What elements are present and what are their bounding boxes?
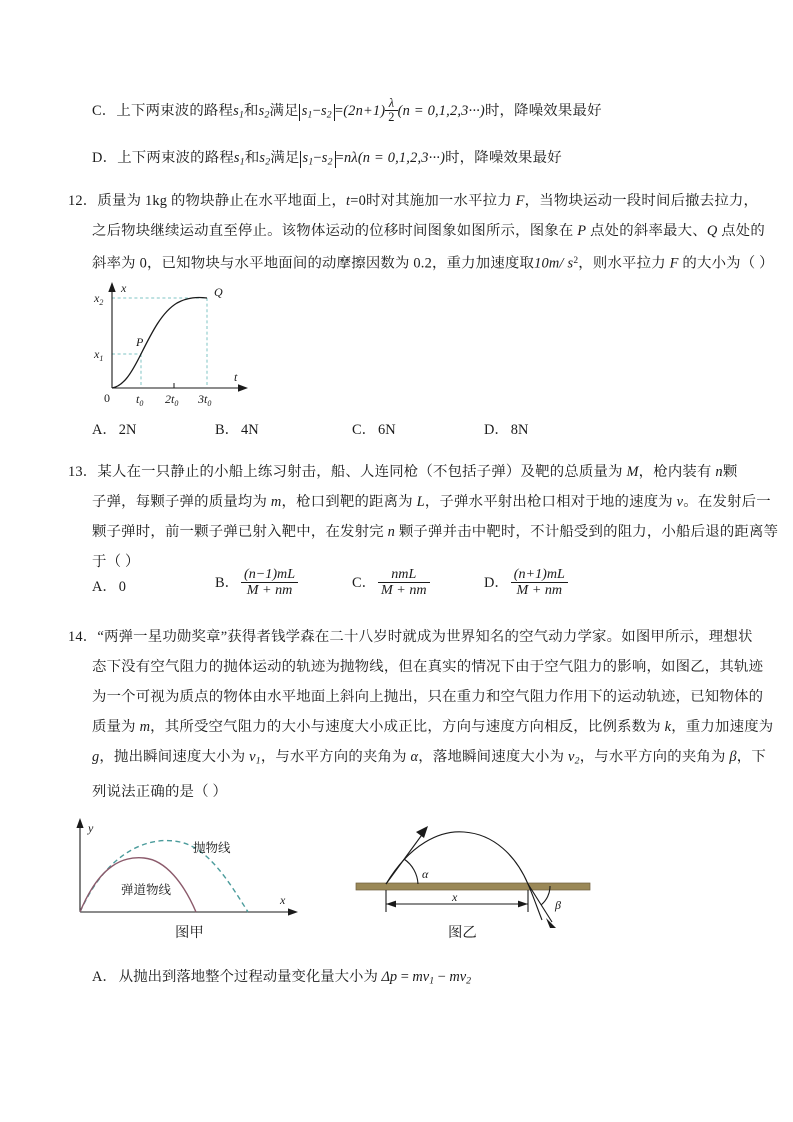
question-11-option-d: [92, 143, 752, 178]
q12-option-d-label: D．: [484, 422, 509, 438]
launch-velocity-vector: [386, 832, 424, 884]
symbol-m: m: [270, 494, 282, 510]
q14-line-2: [68, 652, 764, 682]
delta-p-symbol: Δp: [381, 969, 398, 985]
question-14-body: [68, 622, 774, 807]
q12-line-2: [68, 216, 765, 246]
q13-l1-b: ，枪内装有: [638, 464, 716, 480]
question-13-body: [68, 457, 779, 577]
range-arrow-right: [518, 901, 528, 908]
symbol-s1: s: [233, 103, 239, 119]
figure-jia-y-label: y: [88, 821, 94, 835]
q12-l1-d: ，当物块运动一段时间后撤去拉力，: [524, 193, 759, 209]
absolute-value-expression: [299, 104, 335, 121]
figure-jia-x-label: x: [280, 893, 286, 907]
q13-option-a-label: A．: [92, 579, 117, 595]
q13-option-b-fraction: [241, 567, 298, 598]
q12-option-c-label: C．: [352, 422, 376, 438]
momentum-term-1: mv: [412, 969, 430, 985]
q13-line-3: [68, 517, 779, 547]
q12-line-3: [68, 246, 774, 278]
q13-option-d-fraction: [511, 567, 568, 598]
q13-l2-c: ，子弹水平射出枪口相对于地的速度为: [424, 494, 677, 510]
abs-s2: s: [321, 150, 328, 166]
abs-s1-sub: 1: [308, 156, 314, 168]
symbol-g: g: [92, 749, 100, 765]
q14-l4-b: ，其所受空气阻力的大小与速度大小成正比，方向与速度方向相反，比例系数为: [150, 719, 665, 735]
q13-option-b[interactable]: [215, 567, 298, 598]
q12-l1-c: =0时对其施加一水平拉力: [350, 193, 516, 209]
q13-l2-b: ，枪口到靶的距离为: [281, 494, 417, 510]
y-tick-x2-label: $x_2$: [94, 291, 104, 307]
q14-line-1: [68, 622, 753, 652]
q12-option-b[interactable]: [215, 418, 259, 439]
q13-number: 13．: [68, 464, 98, 480]
q14-l5-b: ，与水平方向的夹角为: [260, 749, 411, 765]
q14-option-a-text: 从抛出到落地整个过程动量变化量大小为: [118, 969, 382, 985]
alpha-label: α: [422, 867, 429, 881]
symbol-v2: v: [568, 749, 575, 765]
fraction-denominator: M + nm: [378, 582, 430, 598]
option-d-text-1: 上下两束波的路程: [117, 150, 234, 166]
q14-l5-c: ，落地瞬间速度大小为: [418, 749, 569, 765]
fraction-denominator: M + nm: [241, 582, 298, 598]
q13-l3-b: 颗子弹并击中靶时，不计船受到的阻力，小船后退的距离等: [395, 524, 779, 540]
symbol-L: L: [416, 494, 425, 510]
option-d-text-3: 满足: [270, 150, 300, 166]
q12-option-b-label: B．: [215, 422, 239, 438]
momentum-term-2: mv: [449, 969, 467, 985]
fraction-numerator: λ: [388, 96, 395, 111]
symbol-alpha: α: [410, 749, 419, 765]
q12-l1-b: 的物块静止在水平地面上，: [167, 193, 347, 209]
q14-l3: 为一个可视为质点的物体由水平地面上斜向上抛出，只在重力和空气阻力作用下的运动轨迹，已知物体的: [92, 689, 764, 705]
q12-option-d[interactable]: [484, 418, 528, 439]
q12-mass-value: 1kg: [144, 193, 168, 209]
q13-l1-c: 颗: [722, 464, 738, 480]
symbol-m: m: [139, 719, 151, 735]
equals-sign: =: [335, 150, 344, 166]
symbol-s1-sub: 1: [239, 156, 245, 168]
q13-option-c-label: C．: [352, 574, 376, 591]
equals-sign: =: [334, 103, 344, 119]
q12-l3-c: 的大小为（ ）: [678, 255, 774, 272]
ballistic-label: 弹道物线: [121, 883, 172, 897]
q14-line-3: [68, 682, 764, 712]
symbol-v1-sub: 1: [255, 755, 261, 767]
symbol-s2: s: [258, 103, 265, 119]
symbol-n: n: [387, 524, 396, 540]
q14-l6: 列说法正确的是（ ）: [92, 783, 228, 800]
abs-s1-sub: 1: [307, 109, 313, 121]
symbol-F: F: [515, 193, 525, 209]
x-tick-2t0-label: $2t_0$: [165, 392, 179, 408]
q12-option-d-value: 8N: [510, 422, 529, 438]
option-c-text-3: 满足: [269, 103, 299, 119]
q12-option-a[interactable]: [92, 418, 136, 439]
launch-arrow-head: [416, 826, 428, 838]
symbol-k: k: [664, 719, 672, 735]
option-d-text-4: 时，降噪效果最好: [445, 150, 562, 166]
q12-l3-b: ，则水平拉力: [578, 255, 670, 272]
fraction-denominator: M + nm: [511, 582, 568, 598]
symbol-s2-sub: 2: [265, 156, 271, 168]
q12-option-b-value: 4N: [241, 422, 259, 438]
abs-s1: s: [301, 103, 308, 119]
q13-option-c-fraction: [378, 567, 430, 598]
symbol-t: t: [346, 193, 351, 209]
q12-l2-c: 点处的: [717, 223, 765, 239]
range-label: x: [452, 890, 458, 904]
symbol-Q: Q: [706, 223, 718, 239]
q13-l2-a: 子弹，每颗子弹的质量均为: [92, 494, 271, 510]
symbol-P: P: [577, 223, 587, 239]
y-tick-x1-label: $x_1$: [94, 347, 104, 363]
fraction-numerator: nmL: [391, 566, 417, 582]
symbol-v2-sub: 2: [574, 755, 580, 767]
x-tick-t0-label: $t_0$: [136, 392, 144, 408]
figure-jia-caption: 图甲: [175, 925, 204, 941]
coefficient-2n-plus-1: (2n+1): [343, 103, 386, 119]
fraction-denominator: 2: [385, 110, 397, 124]
q12-displacement-time-graph: [62, 278, 292, 410]
q12-l1-a: 质量为: [97, 193, 145, 209]
option-c-text-4: 时，降噪效果最好: [484, 103, 602, 119]
symbol-s2: s: [259, 150, 266, 166]
abs-s2-sub: 2: [326, 109, 332, 121]
q13-option-c[interactable]: [352, 567, 430, 598]
figure-yi-projectile-with-drag: [352, 812, 642, 930]
q14-l4-a: 质量为: [92, 719, 140, 735]
symbol-beta: β: [729, 749, 737, 765]
symbol-F: F: [669, 255, 679, 272]
x-axis-arrow: [238, 384, 248, 391]
figure-jia-x-arrow: [288, 908, 298, 915]
q14-l5-e: ，下: [736, 749, 766, 765]
parabola-label: 抛物线: [193, 841, 231, 855]
q13-option-d-label: D．: [484, 574, 509, 591]
q14-option-a[interactable]: [92, 965, 471, 987]
option-c-text-2: 和: [244, 103, 259, 119]
beta-label: β: [555, 898, 561, 912]
point-p-label: P: [136, 335, 144, 349]
momentum-term-1-sub: 1: [429, 975, 435, 987]
q12-l2-a: 之后物块继续运动直至停止。该物体运动的位移时间图象如图所示，图象在: [92, 223, 578, 239]
figure-yi-caption: 图乙: [448, 925, 477, 941]
q13-l1-a: 某人在一只静止的小船上练习射击，船、人连同枪（不包括子弹）及靶的总质量为: [97, 464, 627, 480]
q14-line-4: [68, 712, 774, 742]
q12-l2-b: 点处的斜率最大、: [586, 223, 707, 239]
alpha-angle-arc: [404, 859, 418, 884]
option-c-line: [92, 96, 752, 131]
fraction-numerator: (n+1)mL: [513, 566, 565, 582]
symbol-s1: s: [233, 150, 240, 166]
q14-line-5: [68, 742, 766, 777]
abs-minus: −: [313, 150, 322, 166]
q14-line-6: [68, 777, 728, 807]
q14-l2: 态下没有空气阻力的抛体运动的轨迹为抛物线，但在真实的情况下由于空气阻力的影响，如图乙，其轨迹: [92, 659, 764, 675]
figure-jia-trajectory-comparison: [62, 812, 322, 922]
symbol-M: M: [626, 464, 639, 480]
q12-option-a-label: A．: [92, 422, 117, 438]
q14-l1: “两弹一星功勋奖章”获得者钱学森在二十八岁时就成为世界知名的空气动力学家。如图甲所示，理想状: [97, 629, 753, 645]
q12-line-1: [68, 186, 759, 216]
gravity-exponent: 2: [573, 256, 579, 266]
range-arrow-left: [386, 901, 396, 908]
lambda-over-2-fraction: [385, 97, 397, 125]
q12-option-a-value: 2N: [118, 422, 137, 438]
momentum-term-2-sub: 2: [466, 975, 472, 987]
question-12-body: [68, 186, 774, 278]
option-d-text-2: 和: [244, 150, 260, 166]
q13-l4: 于（ ）: [92, 554, 140, 570]
q13-line-2: [68, 487, 771, 517]
option-c-text-1: 上下两束波的路程: [116, 103, 234, 119]
y-axis-label: x: [121, 281, 127, 295]
symbol-v1: v: [249, 749, 256, 765]
q12-option-c-value: 6N: [378, 422, 396, 438]
option-c-condition: (n = 0,1,2,3···): [397, 103, 485, 119]
abs-s2: s: [320, 103, 327, 119]
option-d-label: D．: [92, 150, 118, 166]
question-11-option-c: [92, 96, 752, 131]
displacement-curve: [112, 298, 207, 388]
q14-l5-d: ，与水平方向的夹角为: [579, 749, 730, 765]
x-axis-label: t: [234, 370, 238, 384]
gravity-value: 10m/ s: [534, 255, 574, 272]
q14-number: 14．: [68, 629, 98, 645]
formula-minus: −: [434, 969, 450, 985]
point-q-label: Q: [214, 285, 223, 299]
abs-s2-sub: 2: [327, 156, 333, 168]
q12-number: 12．: [68, 193, 98, 209]
q14-option-a-label: A．: [92, 969, 117, 985]
q13-l2-d: 。在发射后一: [683, 494, 771, 510]
q12-option-c[interactable]: [352, 418, 396, 439]
symbol-s2-sub: 2: [264, 109, 270, 121]
origin-label: 0: [104, 391, 110, 405]
q14-l5-a: ，抛出瞬间速度大小为: [99, 749, 250, 765]
q13-l3-a: 颗子弹时，前一颗子弹已射入靶中，在发射完: [92, 524, 388, 540]
ground-surface: [356, 883, 590, 890]
option-d-line: [92, 143, 752, 178]
figure-jia-y-arrow: [76, 818, 83, 828]
y-axis-arrow: [108, 282, 115, 292]
formula-equals: =: [397, 969, 413, 985]
fraction-numerator: (n−1)mL: [244, 566, 296, 582]
x-tick-3t0-label: $3t_0$: [198, 392, 212, 408]
n-lambda-expression: nλ: [343, 150, 358, 166]
option-d-condition: (n = 0,1,2,3···): [357, 150, 446, 166]
absolute-value-expression: [300, 151, 336, 168]
symbol-s1-sub: 1: [238, 109, 245, 121]
q12-l3-a: 斜率为 0，已知物块与水平地面间的动摩擦因数为 0.2，重力加速度取: [92, 255, 535, 272]
q13-option-d[interactable]: [484, 567, 568, 598]
q13-option-a-value: 0: [118, 579, 126, 595]
abs-minus: −: [312, 103, 321, 119]
symbol-v: v: [676, 494, 684, 510]
symbol-n: n: [715, 464, 723, 480]
q13-line-1: [68, 457, 738, 487]
q13-option-a[interactable]: [92, 575, 126, 596]
q14-l4-c: ，重力加速度为: [671, 719, 774, 735]
abs-s1: s: [302, 150, 309, 166]
option-c-label: C．: [92, 103, 117, 119]
q13-option-b-label: B．: [215, 574, 239, 591]
